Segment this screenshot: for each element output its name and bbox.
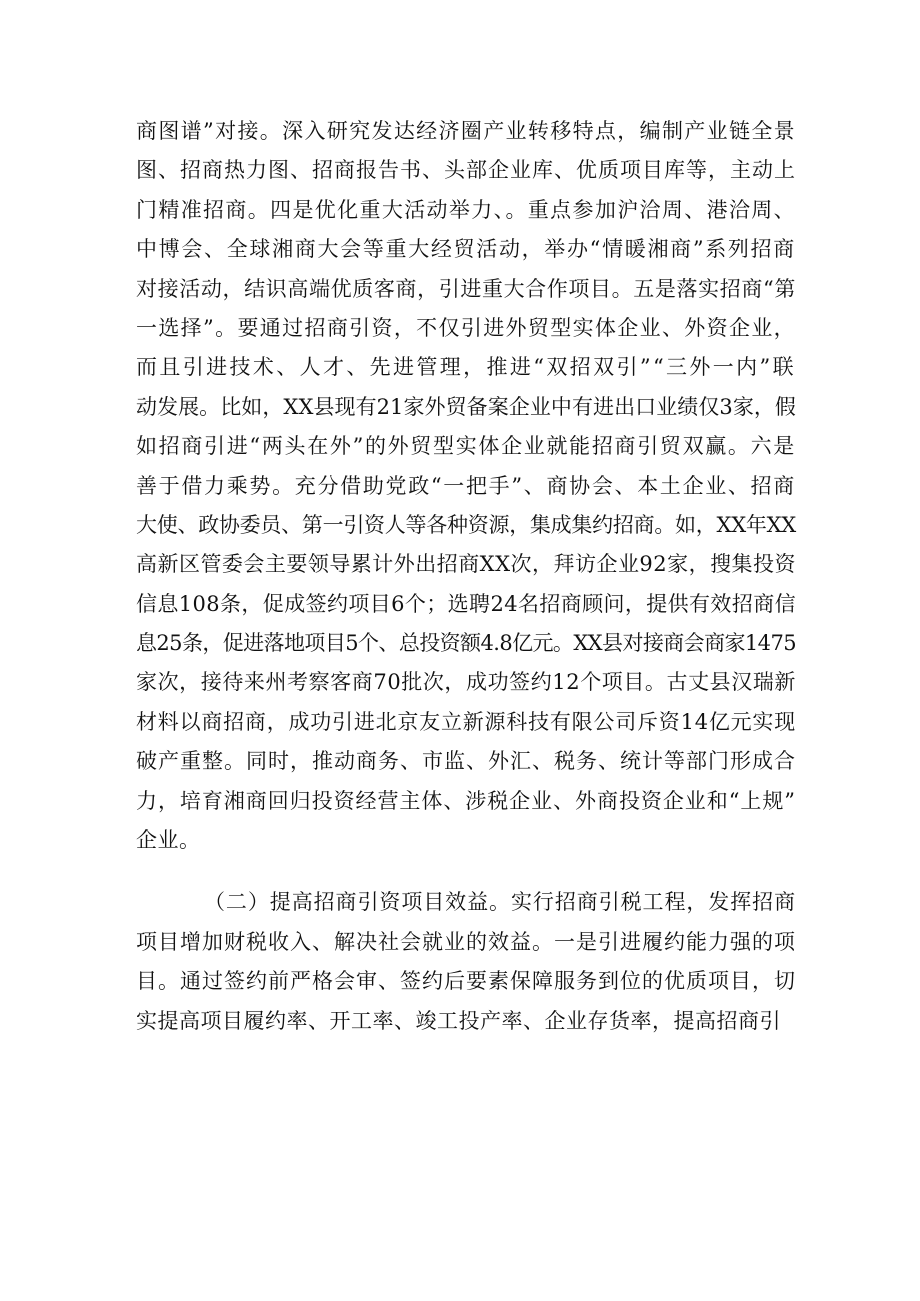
text-line: 力，培育湘商回归投资经营主体、涉税企业、外商投资企业和“上规”: [136, 788, 796, 813]
text-line: 信息108条，促成签约项目6个；选聘24名招商顾问，提供有效招商信: [136, 591, 796, 616]
text-line: 对接活动，结识高端优质客商，引进重大合作项目。五是落实招商“第: [136, 276, 796, 301]
paragraph-1: [136, 112, 796, 860]
paragraph-gap: [136, 860, 796, 883]
text-line: 中博会、全球湘商大会等重大经贸活动，举办“情暖湘商”系列招商: [136, 237, 796, 262]
text-line: 动发展。比如，XX县现有21家外贸备案企业中有进出口业绩仅3家，假: [136, 394, 796, 419]
text-line: 大使、政协委员、第一引资人等各种资源，集成集约招商。如，XX年XX: [136, 512, 796, 537]
paragraph-2: [136, 883, 796, 1041]
document-body: [136, 112, 796, 1041]
text-line: 门精准招商。四是优化重大活动举力、。重点参加沪洽周、港洽周、: [136, 197, 796, 222]
text-line: 息25条，促进落地项目5个、总投资额4.8亿元。XX县对接商会商家1475: [136, 631, 796, 656]
text-line: 目。通过签约前严格会审、签约后要素保障服务到位的优质项目，切: [136, 969, 796, 994]
text-line: 商图谱”对接。深入研究发达经济圈产业转移特点，编制产业链全景: [136, 119, 796, 143]
text-line: 项目增加财税收入、解决社会就业的效益。一是引进履约能力强的项: [136, 929, 796, 954]
text-line: 一选择”。要通过招商引资，不仅引进外贸型实体企业、外资企业，: [136, 315, 796, 340]
text-line: 高新区管委会主要领导累计外出招商XX次，拜访企业92家，搜集投资: [136, 552, 796, 577]
text-line: 如招商引进“两头在外”的外贸型实体企业就能招商引贸双赢。六是: [136, 434, 796, 459]
text-line: 而且引进技术、人才、先进管理，推进“双招双引”“三外一内”联: [136, 355, 796, 380]
text-line: 破产重整。同时，推动商务、市监、外汇、税务、统计等部门形成合: [136, 749, 796, 774]
text-line: （二）提高招商引资项目效益。实行招商引税工程，发挥招商: [204, 890, 796, 915]
text-line: 图、招商热力图、招商报告书、头部企业库、优质项目库等，主动上: [136, 158, 796, 183]
text-line: 材料以商招商，成功引进北京友立新源科技有限公司斥资14亿元实现: [136, 709, 796, 734]
text-line: 企业。: [136, 828, 201, 853]
text-line: 家次，接待来州考察客商70批次，成功签约12个项目。古丈县汉瑞新: [136, 670, 796, 695]
text-line: 善于借力乘势。充分借助党政“一把手”、商协会、本土企业、招商: [136, 473, 796, 498]
text-line: 实提高项目履约率、开工率、竣工投产率、企业存货率，提高招商引: [136, 1008, 781, 1033]
